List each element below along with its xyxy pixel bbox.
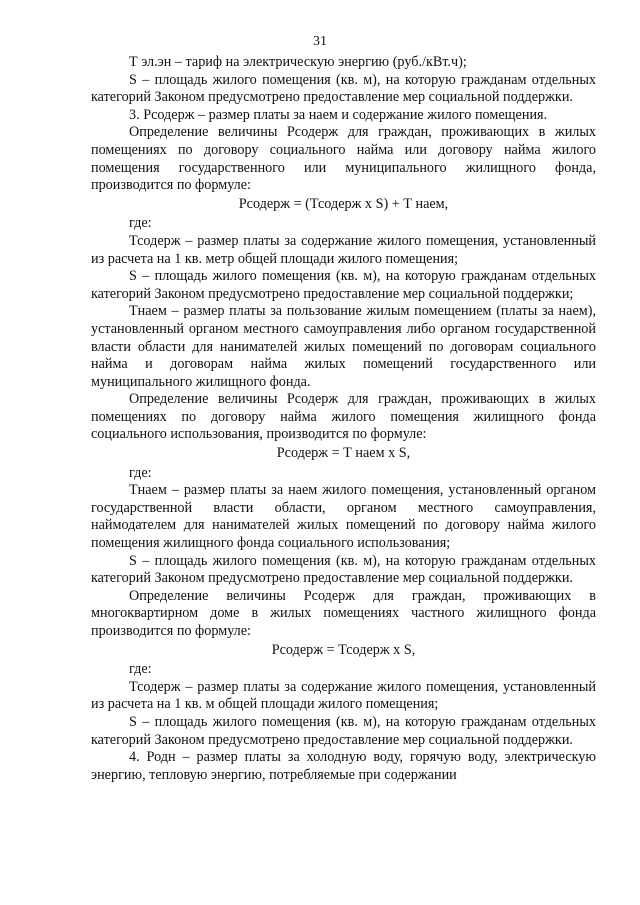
paragraph: Тсодерж – размер платы за содержание жилого помещения, установленный из расчета на 1 кв. м общей площади жилого помещения; xyxy=(91,678,596,713)
formula: Рсодерж = Т наем x S, xyxy=(276,445,411,462)
paragraph: Определение величины Рсодерж для граждан, проживающих в жилых помещениях по договору найма жилого помещения жилищного фонда социального использования, производится по формуле: xyxy=(91,391,596,443)
paragraph: Определение величины Рсодерж для граждан, проживающих в жилых помещениях по договору социального найма или договору найма жилого помещения государственного или муниципального жилищного фонда, производится по формуле: xyxy=(91,124,596,194)
paragraph: 4. Родн – размер платы за холодную воду, горячую воду, электрическую энергию, тепловую энергию, потребляемые при содержании xyxy=(91,749,596,783)
document-body xyxy=(91,54,596,784)
paragraph: Определение величины Рсодерж для граждан, проживающих в многоквартирном доме в жилых помещениях частного жилищного фонда производится по формуле: xyxy=(91,587,596,639)
paragraph: S – площадь жилого помещения (кв. м), на которую гражданам отдельных категорий Законом предусмотрено предоставление мер социальной поддержки. xyxy=(91,713,596,748)
paragraph: S – площадь жилого помещения (кв. м), на которую гражданам отдельных категорий Законом предусмотрено предоставление мер социальной поддержки. xyxy=(91,71,596,106)
where-label: где: xyxy=(129,215,152,232)
paragraph: Т эл.эн – тариф на электрическую энергию (руб./кВт.ч); xyxy=(129,54,467,70)
paragraph: Тнаем – размер платы за пользование жилым помещением (платы за наем), установленный органом местного самоуправления либо органом государственной власти области для нанимателей жилых помещений по договорам социального найма и договорам найма жилых помещений государственного или муниципального жилищного фонда. xyxy=(91,303,596,390)
page-number: 31 xyxy=(313,34,327,49)
paragraph: 3. Рсодерж – размер платы за наем и содержание жилого помещения. xyxy=(129,106,548,123)
formula: Рсодерж = Тсодерж x S, xyxy=(271,641,416,658)
formula: Рсодерж = (Тсодерж x S) + Т наем, xyxy=(238,195,449,212)
where-label: где: xyxy=(129,464,152,481)
paragraph: S – площадь жилого помещения (кв. м), на которую гражданам отдельных категорий Законом предусмотрено предоставление мер социальной поддержки; xyxy=(91,268,596,302)
paragraph: Тсодерж – размер платы за содержание жилого помещения, установленный из расчета на 1 кв. метр общей площади жилого помещения; xyxy=(91,232,596,267)
paragraph: Тнаем – размер платы за наем жилого помещения, установленный органом государственной власти области, органом местного самоуправления, наймодателем для нанимателей жилых помещений по договору найма жилого помещения жилищного фонда социального использования; xyxy=(91,482,596,552)
where-label: где: xyxy=(129,661,152,678)
paragraph: S – площадь жилого помещения (кв. м), на которую гражданам отдельных категорий Законом предусмотрено предоставление мер социальной поддержки. xyxy=(91,552,596,587)
